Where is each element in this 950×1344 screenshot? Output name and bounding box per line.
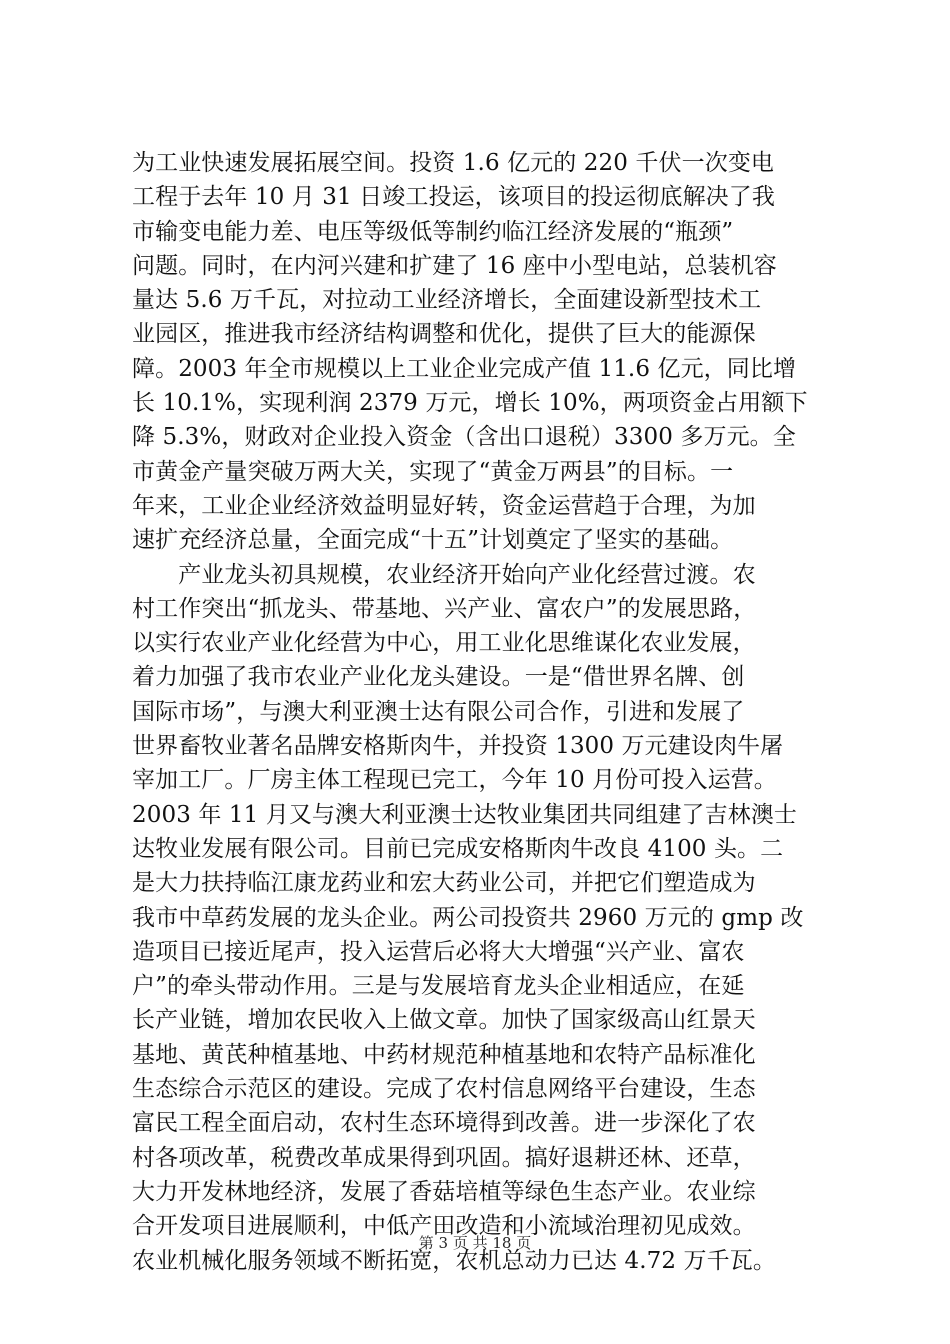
text-line: 农业机械化服务领域不断拓宽，农机总动力已达 4.72 万千瓦。 — [132, 1247, 776, 1274]
body-text — [132, 146, 822, 1278]
text-line: 村工作突出“抓龙头、带基地、兴产业、富农户”的发展思路， — [132, 595, 757, 622]
text-line: 村各项改革，税费改革成果得到巩固。搞好退耕还林、还草， — [132, 1144, 756, 1171]
text-line: 降 5.3%，财政对企业投入资金（含出口退税）3300 多万元。全 — [132, 424, 796, 451]
text-line: 大力开发林地经济，发展了香菇培植等绿色生态产业。农业综 — [132, 1178, 756, 1205]
page-number-footer: 第 3 页 共 18 页 — [418, 1234, 532, 1252]
text-line: 生态综合示范区的建设。完成了农村信息网络平台建设，生态 — [132, 1076, 756, 1103]
text-line: 工程于去年 10 月 31 日竣工投运，该项目的投运彻底解决了我 — [132, 184, 775, 211]
text-line: 年来，工业企业经济效益明显好转，资金运营趋于合理，为加 — [132, 492, 756, 519]
text-line: 为工业快速发展拓展空间。投资 1.6 亿元的 220 千伏一次变电 — [132, 150, 775, 176]
text-line: 宰加工厂。厂房主体工程现已完工，今年 10 月份可投入运营。 — [132, 767, 777, 794]
text-line: 着力加强了我市农业产业化龙头建设。一是“借世界名牌、创 — [132, 664, 745, 691]
text-line: 问题。同时，在内河兴建和扩建了 16 座中小型电站，总装机容 — [132, 252, 777, 279]
text-line: 产业龙头初具规模，农业经济开始向产业化经营过渡。农 — [132, 561, 756, 588]
text-line: 量达 5.6 万千瓦，对拉动工业经济增长，全面建设新型技术工 — [132, 287, 762, 314]
text-line: 市输变电能力差、电压等级低等制约临江经济发展的“瓶颈” — [132, 218, 734, 245]
text-line: 长产业链，增加农民收入上做文章。加快了国家级高山红景天 — [132, 1007, 756, 1034]
text-line: 2003 年 11 月又与澳大利亚澳士达牧业集团共同组建了吉林澳士 — [132, 801, 798, 828]
text-line: 国际市场”，与澳大利亚澳士达有限公司合作，引进和发展了 — [132, 698, 745, 725]
text-line: 长 10.1%，实现利润 2379 万元，增长 10%，两项资金占用额下 — [132, 390, 808, 417]
text-line: 世界畜牧业著名品牌安格斯肉牛，并投资 1300 万元建设肉牛屠 — [132, 733, 784, 760]
text-line: 合开发项目进展顺利，中低产田改造和小流域治理初见成效。 — [132, 1213, 756, 1240]
text-line: 造项目已接近尾声，投入运营后必将大大增强“兴产业、富农 — [132, 938, 745, 965]
text-line: 户”的牵头带动作用。三是与发展培育龙头企业相适应，在延 — [132, 973, 745, 1000]
text-line: 达牧业发展有限公司。目前已完成安格斯肉牛改良 4100 头。二 — [132, 835, 784, 862]
text-line: 基地、黄芪种植基地、中药材规范种植基地和农特产品标准化 — [132, 1041, 756, 1068]
text-line: 速扩充经济总量，全面完成“十五”计划奠定了坚实的基础。 — [132, 527, 734, 554]
text-line: 以实行农业产业化经营为中心，用工业化思维谋化农业发展， — [132, 630, 756, 657]
text-line: 市黄金产量突破万两大关，实现了“黄金万两县”的目标。一 — [132, 458, 734, 485]
text-line: 我市中草药发展的龙头企业。两公司投资共 2960 万元的 gmp 改 — [132, 904, 804, 931]
text-line: 是大力扶持临江康龙药业和宏大药业公司，并把它们塑造成为 — [132, 870, 756, 897]
text-line: 障。2003 年全市规模以上工业企业完成产值 11.6 亿元，同比增 — [132, 355, 797, 382]
text-line: 业园区，推进我市经济结构调整和优化，提供了巨大的能源保 — [132, 321, 756, 348]
text-line: 富民工程全面启动，农村生态环境得到改善。进一步深化了农 — [132, 1110, 756, 1137]
